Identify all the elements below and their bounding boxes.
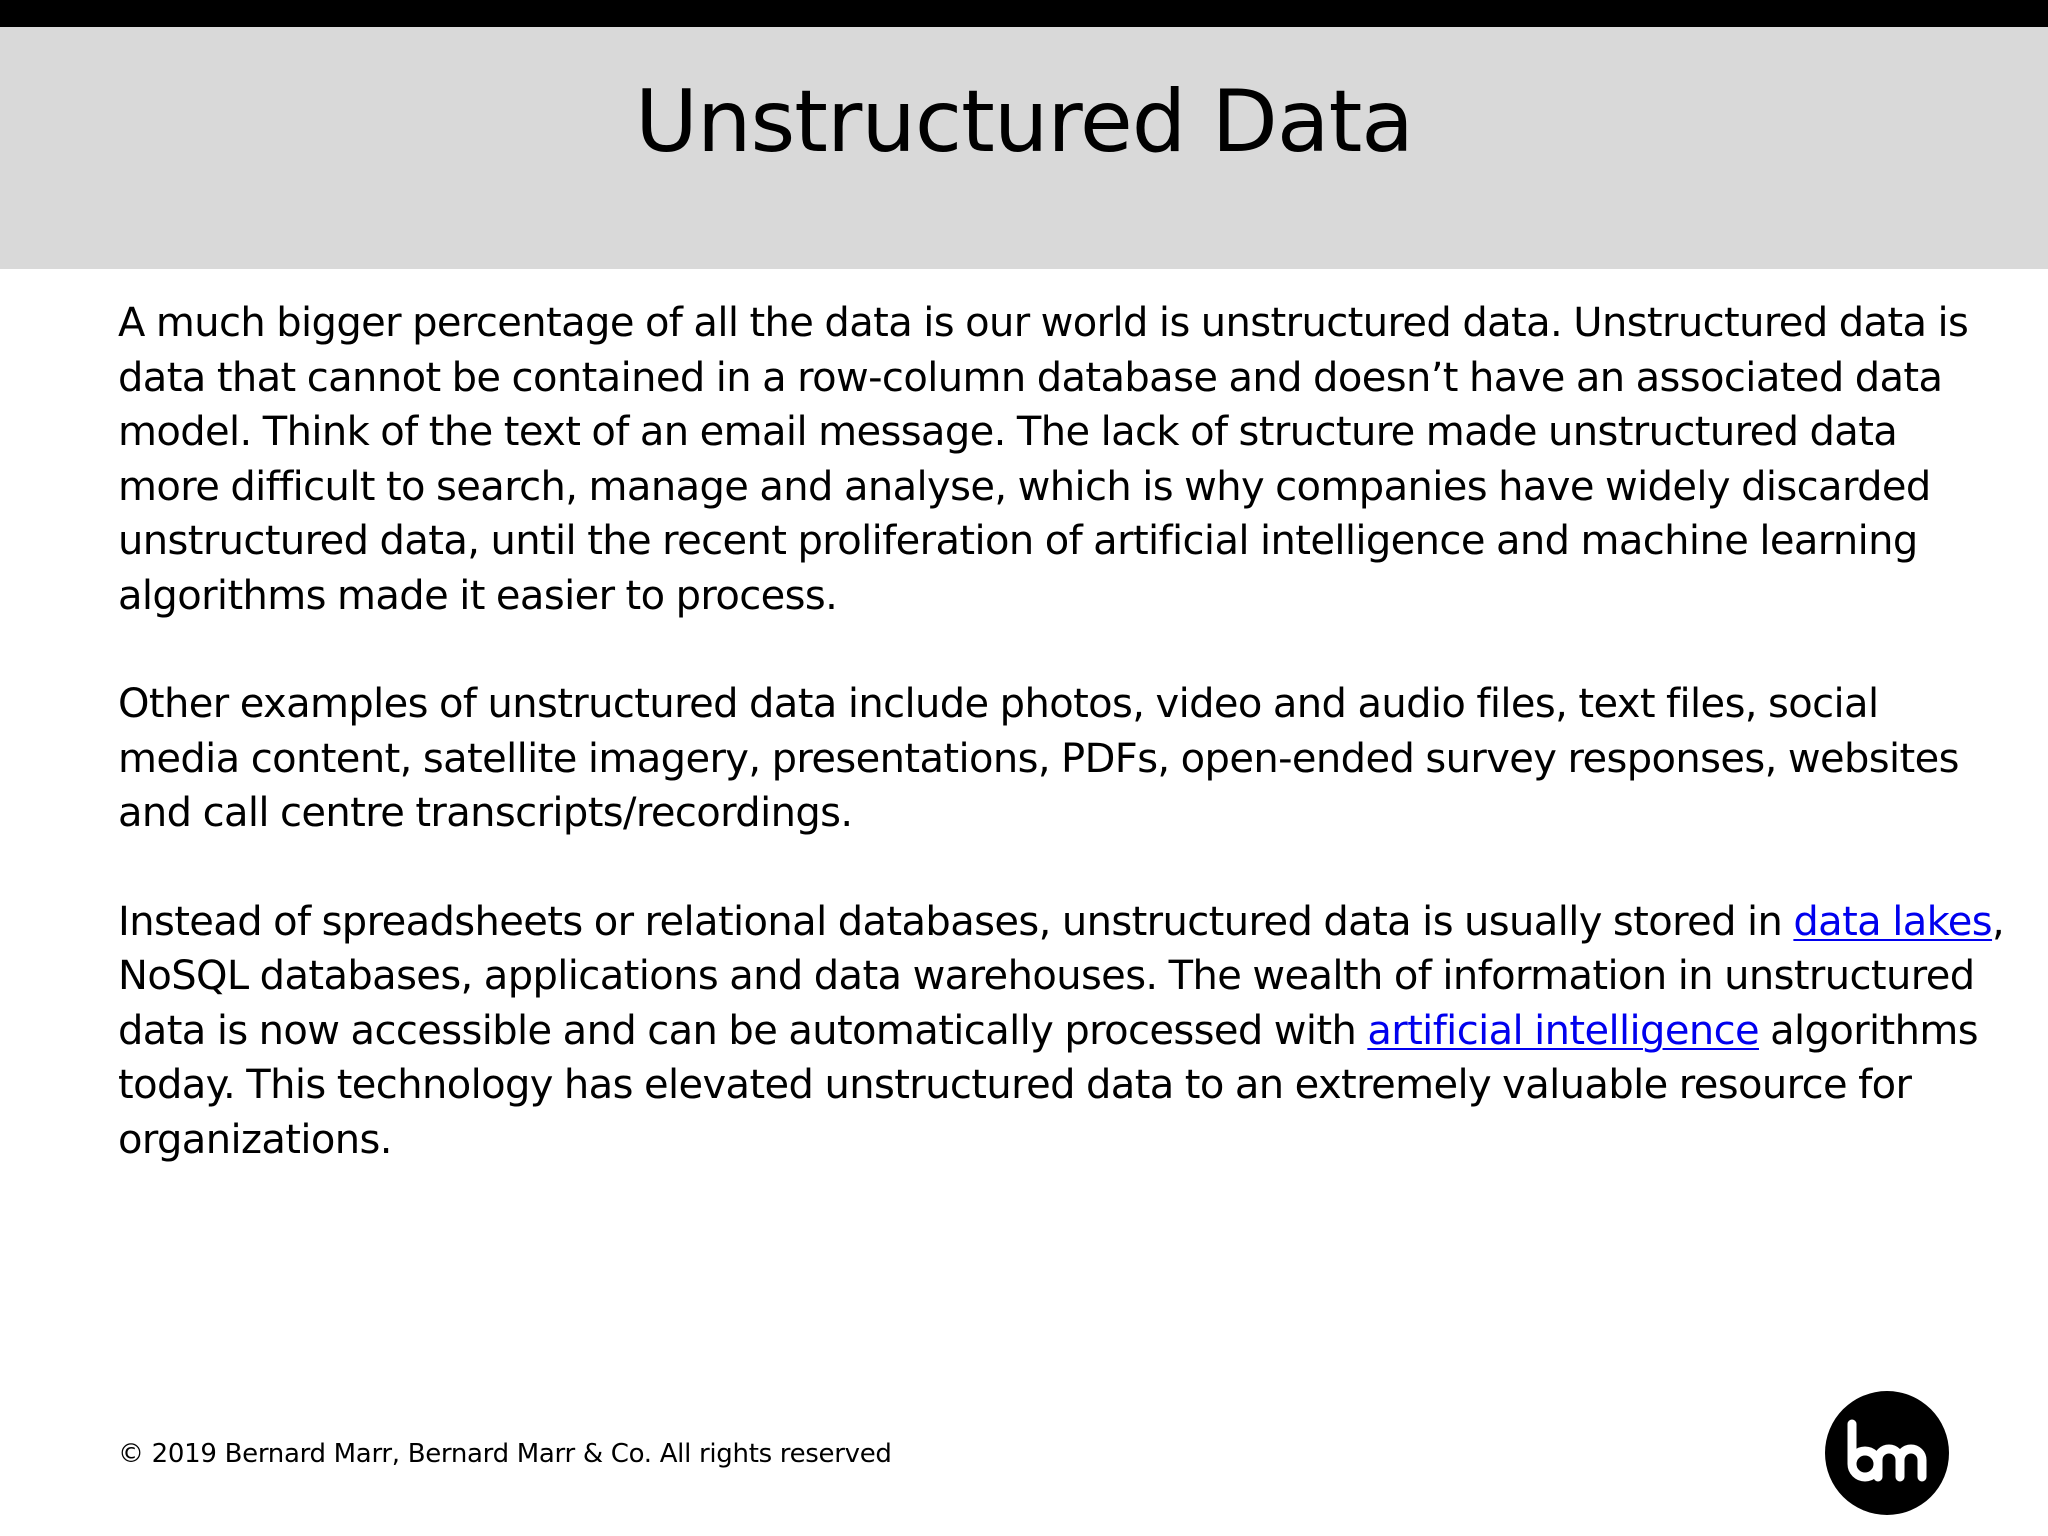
data-lakes-link[interactable]: data lakes (1793, 898, 1993, 945)
paragraph-3 (118, 895, 2008, 1168)
paragraph-2: Other examples of unstructured data include photos, video and audio files, text files, social media content, satellite imagery, presentations, PDFs, open-ended survey responses, websites and call centre transcripts/recordings. (118, 681, 1959, 836)
bm-logo-icon (1824, 1390, 1950, 1516)
top-bar (0, 0, 2048, 27)
paragraph-3-text-1: Instead of spreadsheets or relational databases, unstructured data is usually stored in (118, 898, 1794, 945)
paragraph-1: A much bigger percentage of all the data is our world is unstructured data. Unstructured data is data that cannot be contained in a row-column database and doesn’t have an associated data model. Think of the text of an email message. The lack of structure made unstructured data more difficult to search, manage and analyse, which is why companies have widely discarded unstructured data, until the recent proliferation of artificial intelligence and machine learning algorithms made it easier to process. (118, 300, 1969, 619)
artificial-intelligence-link[interactable]: artificial intelligence (1367, 1007, 1759, 1054)
paragraph-3-text-3: algorithms today. This technology has elevated unstructured data to an extremely valuable resource for organizations. (118, 1007, 1979, 1163)
slide-title: Unstructured Data (635, 72, 1413, 172)
paragraph-3-text-2: , NoSQL databases, applications and data warehouses. The wealth of information in unstructured data is now accessible and can be automatically processed with (118, 898, 2005, 1054)
slide-content (118, 296, 2008, 1221)
copyright-footer: © 2019 Bernard Marr, Bernard Marr & Co. All rights reserved (118, 1439, 892, 1469)
